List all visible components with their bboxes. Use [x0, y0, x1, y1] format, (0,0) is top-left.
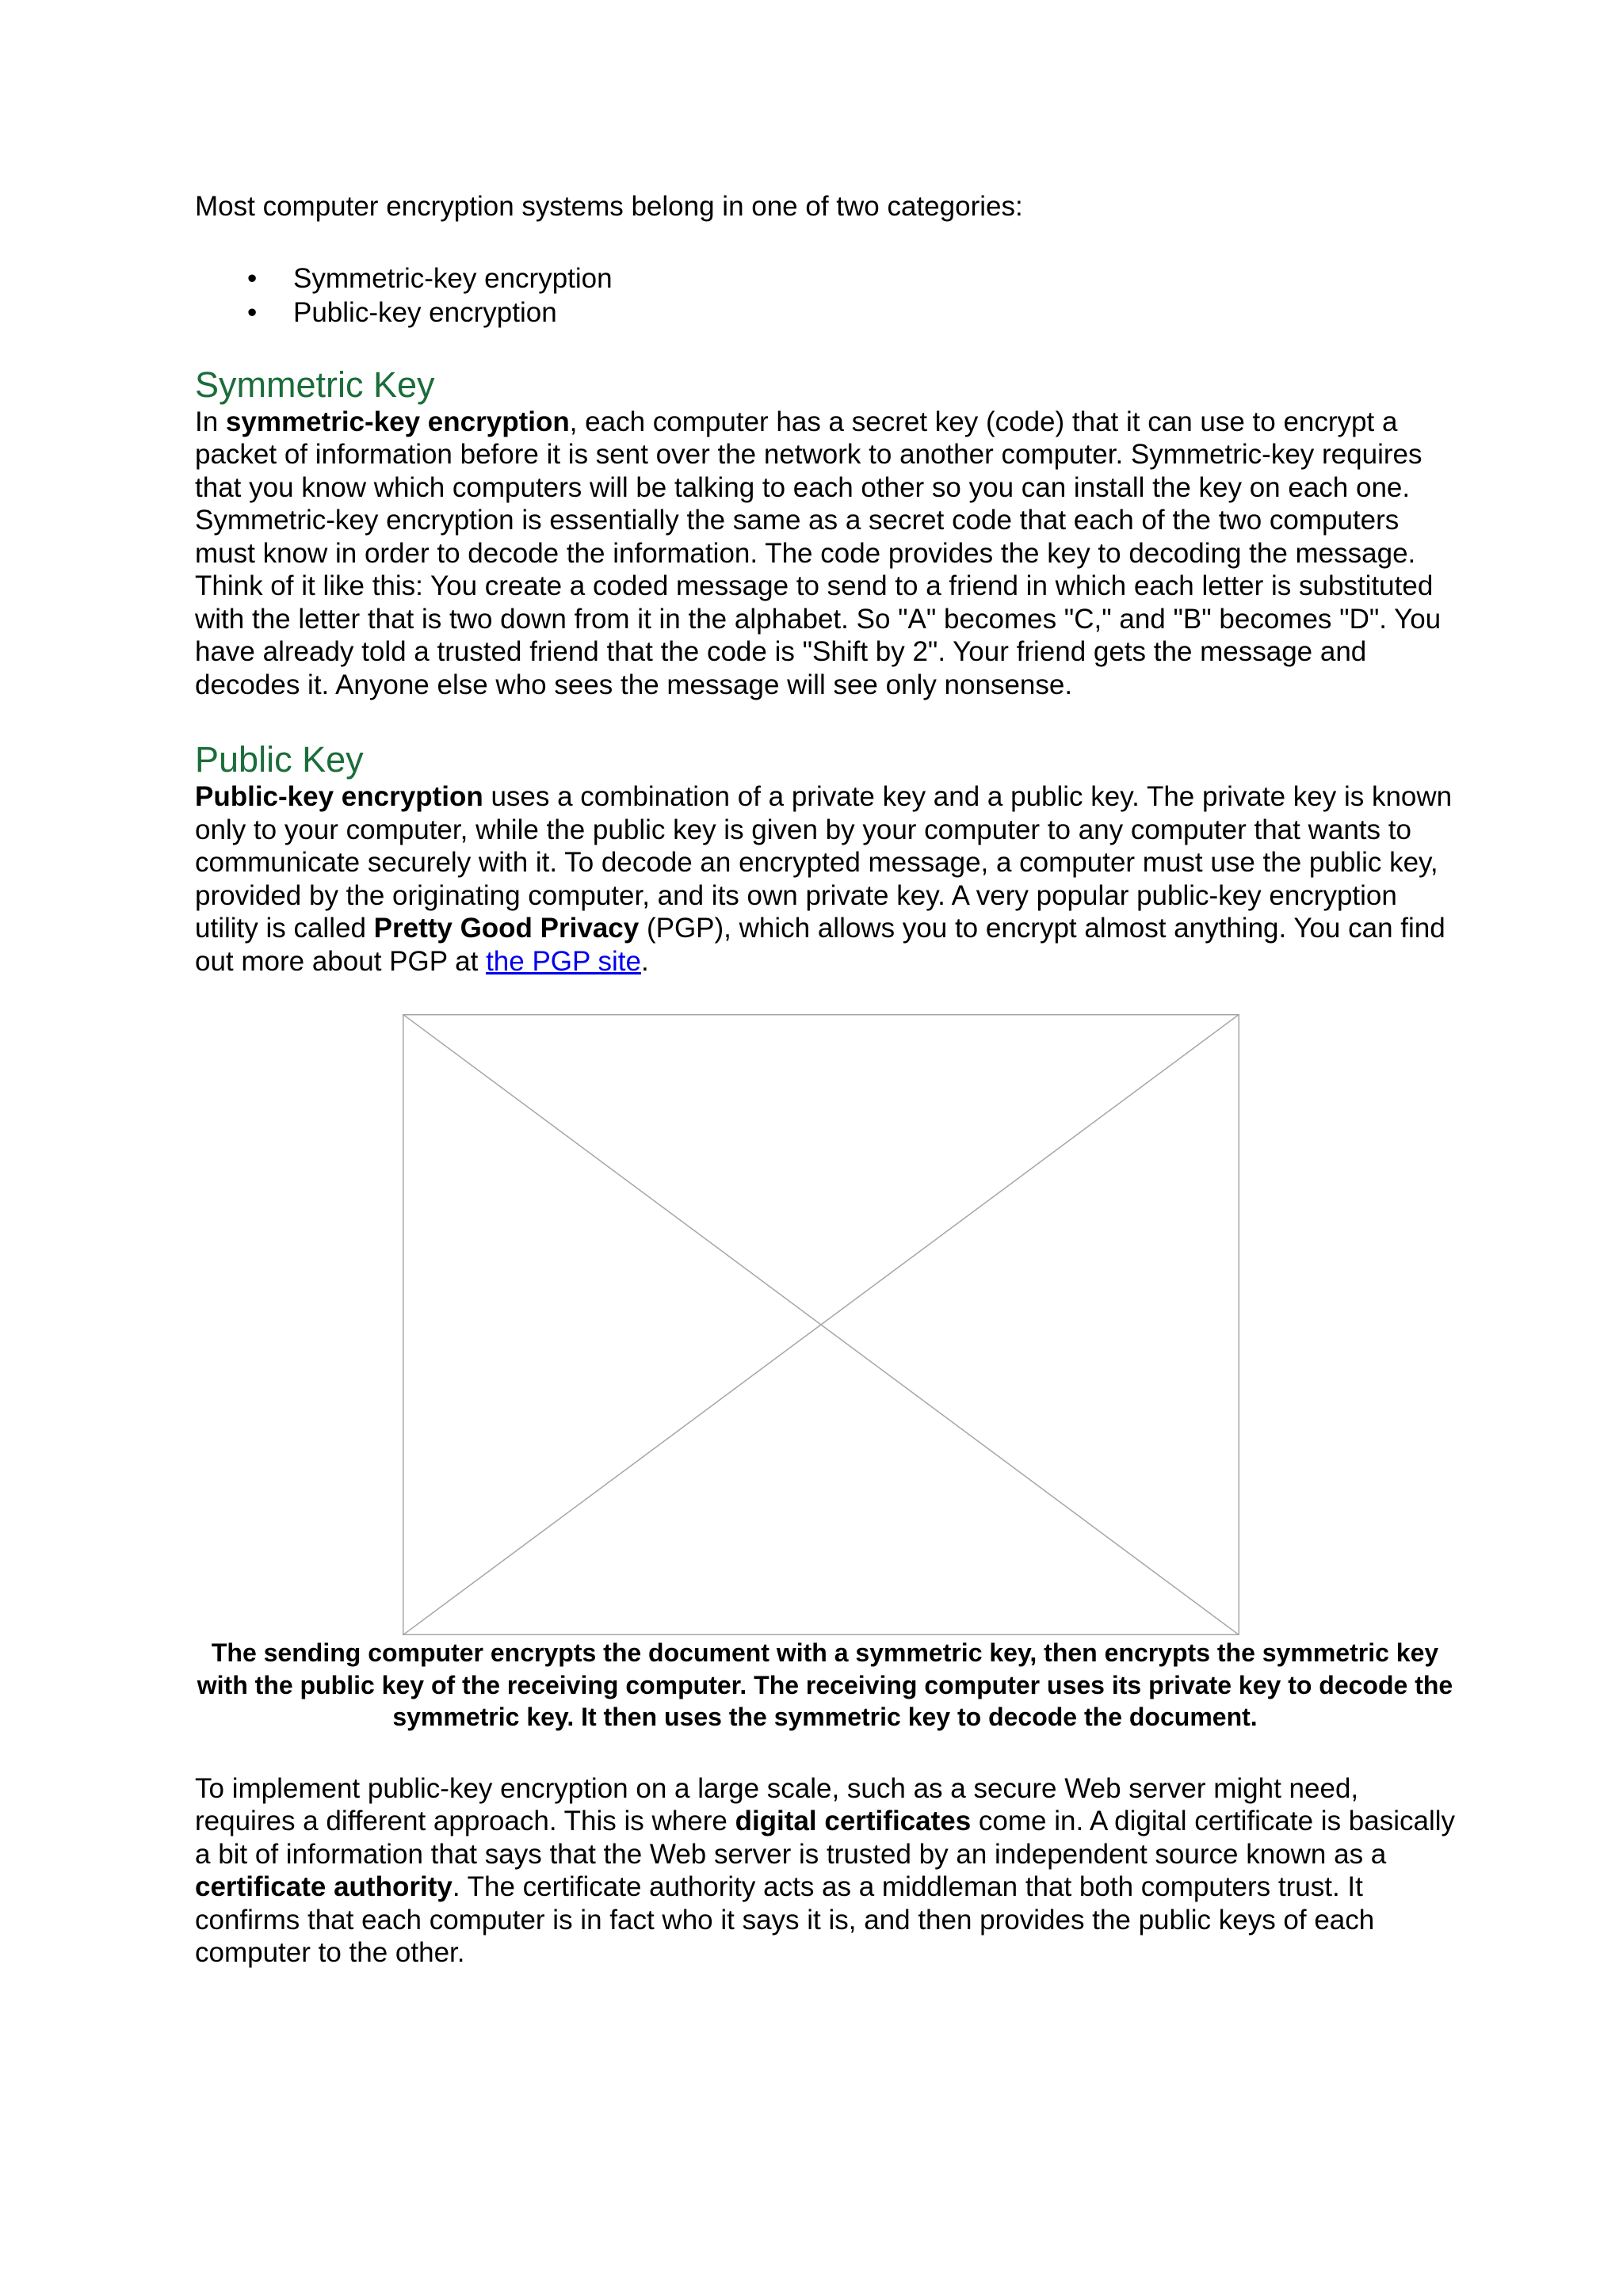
document-page: [195, 190, 1455, 1970]
symmetric-key-paragraph: [195, 406, 1455, 702]
public-body-text-1: uses a combination of a private key and a public key. The private key is known only to your computer, while the public key is given by your computer to any computer that wants to communicate securely with it. To decode an encrypted message, a computer must use the public key, provided by the originating computer, and its own private key. A very popular public-key encryption utility is called: [195, 781, 1453, 944]
symmetric-bold-term: symmetric-key encryption: [225, 406, 570, 437]
list-item-label: Symmetric-key encryption: [293, 262, 613, 294]
digital-certificates-bold: digital certificates: [735, 1806, 972, 1836]
public-body-text-2: (PGP), which allows you to encrypt almost anything. You can find out more about PGP at: [195, 913, 1445, 977]
public-key-paragraph: [195, 780, 1455, 978]
pgp-site-link[interactable]: the PGP site: [486, 945, 641, 977]
certificates-body-text-1: To implement public-key encryption on a large scale, such as a secure Web server might need, requires a different approach. This is where: [195, 1772, 1359, 1836]
symmetric-lead-text: In: [195, 406, 226, 437]
list-item: [195, 261, 1455, 296]
certificate-authority-bold: certificate authority: [195, 1871, 453, 1902]
broken-image-icon: [403, 1014, 1239, 1635]
pgp-bold-term: Pretty Good Privacy: [373, 913, 640, 944]
category-list: [195, 261, 1455, 330]
bullet-icon: •: [247, 262, 258, 294]
list-item: [195, 296, 1455, 330]
figure-caption: The sending computer encrypts the document with a symmetric key, then encrypts the symmetric key with the public key of the receiving computer. The receiving computer uses its private key to decode the symmetric key. It then uses the symmetric key to decode the document.: [197, 1638, 1453, 1731]
symmetric-key-heading: Symmetric Key: [195, 364, 435, 405]
certificates-body-text-3: . The certificate authority acts as a middleman that both computers trust. It confirms that each computer is in fact who it says it is, and then provides the public keys of each computer to the other.: [195, 1871, 1375, 1968]
bullet-icon: •: [247, 296, 258, 328]
certificates-paragraph: [195, 1772, 1455, 1970]
public-body-text-3: .: [640, 945, 649, 977]
public-key-heading: Public Key: [195, 739, 364, 780]
list-item-label: Public-key encryption: [293, 296, 557, 328]
image-placeholder: [403, 1014, 1239, 1635]
certificates-body-text-2: come in. A digital certificate is basically a bit of information that says that the Web server is trusted by an independent source known as a: [195, 1806, 1456, 1870]
intro-paragraph: Most computer encryption systems belong in one of two categories:: [195, 191, 1023, 222]
symmetric-body-text: , each computer has a secret key (code) that it can use to encrypt a packet of information before it is sent over the network to another computer. Symmetric-key requires that you know which computers will be talking to each other so you can install the key on each one. Symmetric-key encryption is essentially the same as a secret code that each of the two computers must know in order to decode the information. The code provides the key to decoding the message. Think of it like this: You create a coded message to send to a friend in which each letter is substituted with the letter that is two down from it in the alphabet. So "A" becomes "C," and "B" becomes "D". You have already told a trusted friend that the code is "Shift by 2". Your friend gets the message and decodes it. Anyone else who sees the message will see only nonsense.: [195, 406, 1442, 700]
public-bold-term: Public-key encryption: [195, 781, 483, 812]
